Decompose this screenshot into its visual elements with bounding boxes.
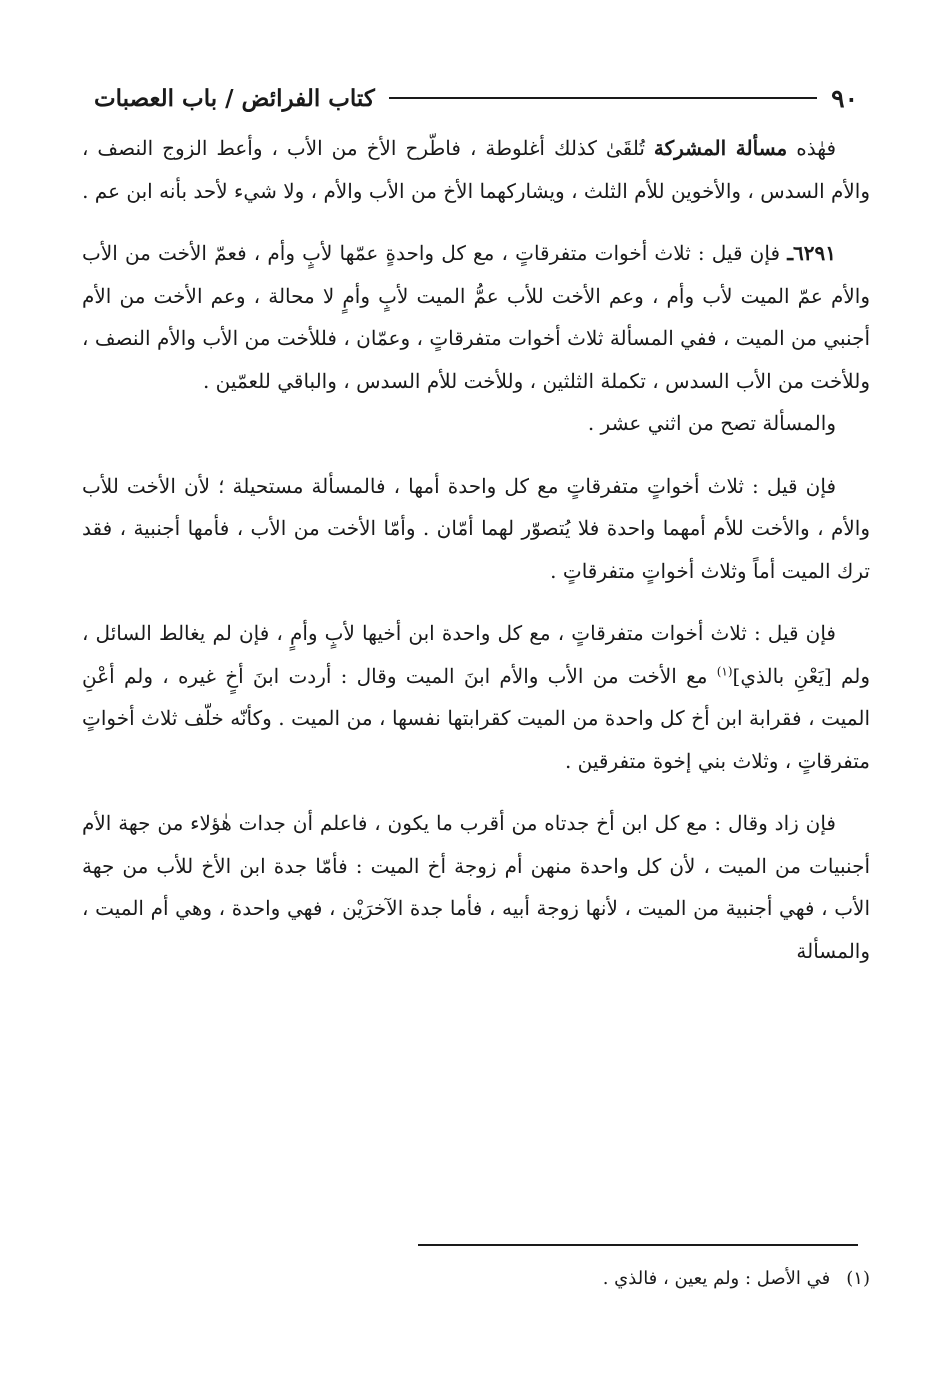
running-title: كتاب الفرائض / باب العصبات (94, 84, 375, 112)
main-text (82, 127, 870, 972)
page-number: ٩٠ (831, 83, 858, 113)
footnote (82, 1264, 870, 1294)
paragraph-1-text: تُلقَىٰ كذلك أغلوطة ، فاطّرح الأخ من الأب ، وأعط الزوج النصف ، والأم السدس ، والأخوين للأم الثلث ، ويشاركهما الأخ من الأب والأم ، ولا شيء لأحد بأنه ابن عم . (82, 136, 870, 203)
paragraph-5-text-a: فإن قيل : ثلاث أخوات متفرقاتٍ ، مع كل واحدة ابن أخيها لأبٍ وأمٍ ، فإن لم يغالط السائل ، ولم [يَعْنِ بالذي] (82, 621, 871, 688)
page-header (94, 78, 858, 118)
paragraph-6: فإن زاد وقال : مع كل ابن أخ جدتاه من أقرب ما يكون ، فاعلم أن جدات هٰؤلاء من جهة الأم أجنبيات من الميت ، لأن كل واحدة منهن أم زوجة أخ الميت : فأمّا جدة ابن الأخ للأب من جهة الأب ، فهي أجنبية من الميت ، لأنها زوجة أبيه ، فأما جدة الآخرَيْن ، فهي واحدة ، وهي أم الميت ، والمسألة (82, 811, 870, 963)
bold-term: مسألة المشركة (653, 136, 788, 160)
paragraph-2-text: فإن قيل : ثلاث أخوات متفرقاتٍ ، مع كل واحدةٍ عمّها لأبٍ وأم ، فعمّ الأخت من الأب والأم عمّ الميت لأب وأم ، وعم الأخت للأب عمُّ الميت لأبٍ وأمٍ لا محالة ، وعم الأخت من الأم أجنبي من الميت ، ففي المسألة ثلاث أخوات متفرقاتٍ ، وعمّان ، فللأخت من الأب والأم النصف ، وللأخت من الأب السدس ، تكملة الثلثين ، وللأخت للأم السدس ، والباقي للعمّين . (82, 241, 870, 393)
paragraph-1 (82, 127, 870, 212)
paragraph-5-text-b: مع الأخت من الأب والأم ابنَ الميت وقال : أردت ابنَ أخٍ غيره ، ولم أعْنِ الميت ، فقرابة ابن أخ كل واحدة من الميت كقرابتها نفسها ، من الميت . وكأنّه خلّف ثلاث أخواتٍ متفرقاتٍ ، وثلاث بني إخوة متفرقين . (82, 663, 870, 773)
footnote-text: في الأصل : ولم يعين ، فالذي . (602, 1268, 831, 1289)
paragraph-2 (82, 232, 870, 402)
issue-number: ٦٢٩١ـ (787, 241, 837, 265)
footnote-marker: (١) (846, 1268, 870, 1289)
paragraph-3: والمسألة تصح من اثني عشر . (587, 411, 836, 435)
footnote-reference[interactable]: (١) (716, 663, 733, 678)
paragraph-4: فإن قيل : ثلاث أخواتٍ متفرقاتٍ مع كل واحدة أمها ، فالمسألة مستحيلة ؛ لأن الأخت للأب والأم ، والأخت للأم أمهما واحدة فلا يُتصوّر لهما أمّان . وأمّا الأخت من الأب ، فأمها أجنبية ، فقد ترك الميت أماً وثلاث أخواتٍ متفرقاتٍ . (82, 473, 870, 583)
header-rule (389, 97, 817, 99)
footnote-rule (418, 1244, 858, 1246)
paragraph-5 (82, 612, 870, 782)
paragraph-1-lead: فهٰذه (796, 136, 837, 160)
